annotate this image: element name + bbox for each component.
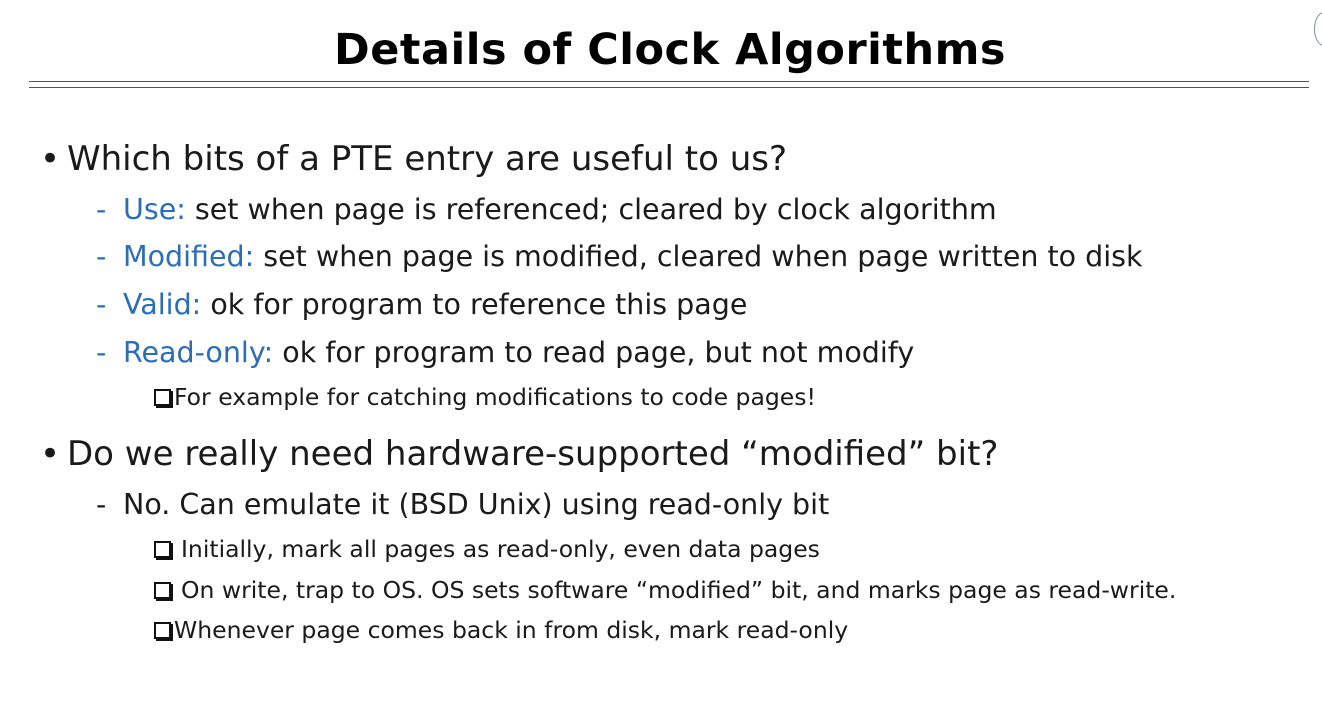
square-bullet-icon	[154, 622, 171, 639]
dash-marker: -	[96, 288, 107, 321]
sub-item-text: No. Can emulate it (BSD Unix) using read-only bit	[123, 488, 830, 521]
sub-item-text: ok for program to reference this page	[201, 288, 748, 321]
bullet-text: Do we really need hardware-supported “modified” bit?	[67, 434, 999, 474]
square-bullet-icon	[154, 389, 171, 406]
sub-item-text: set when page is modified, cleared when page written to disk	[254, 240, 1143, 273]
title-rule-bottom	[29, 87, 1309, 88]
sub-sub-item-text: Whenever page comes back in from disk, mark read-only	[174, 616, 849, 644]
sub-item-read-only	[96, 334, 915, 372]
term-modified: Modified:	[123, 240, 255, 273]
sub-item-use	[96, 191, 997, 229]
bullet-icon: •	[40, 139, 61, 179]
term-use: Use:	[123, 193, 186, 226]
dash-marker: -	[96, 336, 107, 369]
square-bullet-icon	[154, 582, 171, 599]
title-rule-top	[29, 81, 1309, 82]
sub-sub-item-text: On write, trap to OS. OS sets software “modified” bit, and marks page as read-write.	[181, 576, 1177, 604]
dash-marker: -	[96, 193, 107, 226]
sub-sub-item-text: Initially, mark all pages as read-only, even data pages	[181, 535, 820, 563]
sub-sub-item-code-pages	[154, 381, 816, 413]
sub-item-text: set when page is referenced; cleared by clock algorithm	[185, 193, 997, 226]
term-read-only: Read-only:	[123, 336, 274, 369]
sub-sub-item-initially	[154, 533, 820, 565]
bullet-modified-bit	[40, 432, 999, 476]
dash-marker: -	[96, 240, 107, 273]
sub-sub-item-on-write	[154, 574, 1176, 606]
sub-item-text: ok for program to read page, but not modify	[273, 336, 915, 369]
sub-item-valid	[96, 286, 748, 324]
dash-marker: -	[96, 488, 107, 521]
bullet-text: Which bits of a PTE entry are useful to us?	[67, 139, 788, 179]
bullet-icon: •	[40, 434, 61, 474]
bullet-pte-bits	[40, 137, 788, 181]
term-valid: Valid:	[123, 288, 202, 321]
square-bullet-icon	[154, 541, 171, 558]
sub-sub-item-text: For example for catching modifications to code pages!	[174, 383, 816, 411]
sub-item-emulate	[96, 486, 830, 524]
slide-title: Details of Clock Algorithms	[334, 25, 1006, 75]
sub-item-modified	[96, 238, 1143, 276]
sub-sub-item-whenever	[154, 614, 848, 646]
